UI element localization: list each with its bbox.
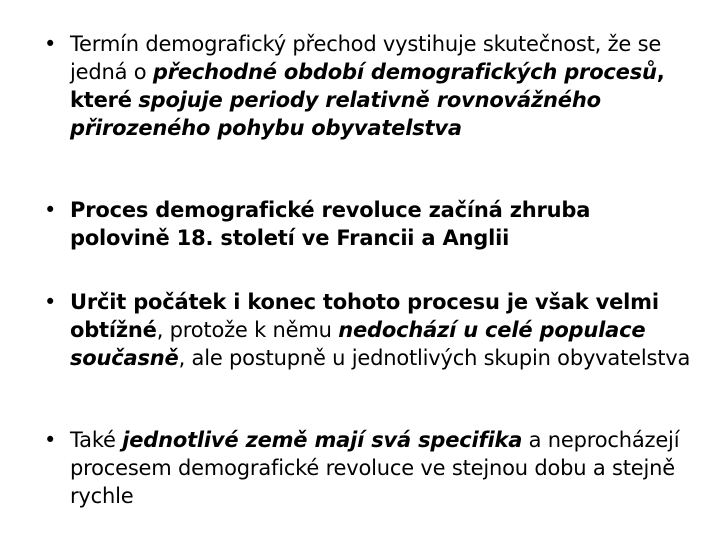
emphasis-text: nedochází u celé populace současně bbox=[70, 318, 646, 370]
emphasis-text: přechodné období demografických procesů bbox=[152, 60, 657, 84]
bullet-item-demographic-transition bbox=[44, 30, 694, 142]
text-segment: , ale postupně u jednotlivých skupin obyvatelstva bbox=[178, 346, 691, 370]
text-segment: Také bbox=[70, 428, 123, 452]
bullet-text bbox=[70, 288, 694, 372]
bullet-item-country-specifics bbox=[44, 426, 694, 510]
bullet-icon: • bbox=[44, 198, 57, 222]
bullet-icon: • bbox=[44, 428, 57, 452]
bullet-text: Proces demografické revoluce začíná zhruba polovině 18. století ve Francii a Anglii bbox=[70, 198, 591, 250]
bullet-text bbox=[70, 30, 694, 142]
bold-text: , které bbox=[70, 60, 665, 112]
bullet-item-revolution-start bbox=[44, 196, 694, 252]
text-segment: Termín demografický přechod vystihuje skutečnost, že se jedná o bbox=[70, 32, 662, 84]
bullet-icon: • bbox=[44, 32, 57, 56]
bullet-item-process-difficulty bbox=[44, 288, 694, 372]
bullet-icon: • bbox=[44, 290, 57, 314]
bullet-text bbox=[70, 426, 694, 510]
text-segment: , protože k němu bbox=[156, 318, 339, 342]
bold-text: Určit počátek i konec tohoto procesu je však velmi obtížné bbox=[70, 290, 659, 342]
emphasis-text: spojuje periody relativně rovnovážného přirozeného pohybu obyvatelstva bbox=[70, 88, 601, 140]
emphasis-text: jednotlivé země mají svá specifika bbox=[122, 428, 523, 452]
text-segment: a neprocházejí procesem demografické revoluce ve stejnou dobu a stejně rychle bbox=[70, 428, 680, 508]
